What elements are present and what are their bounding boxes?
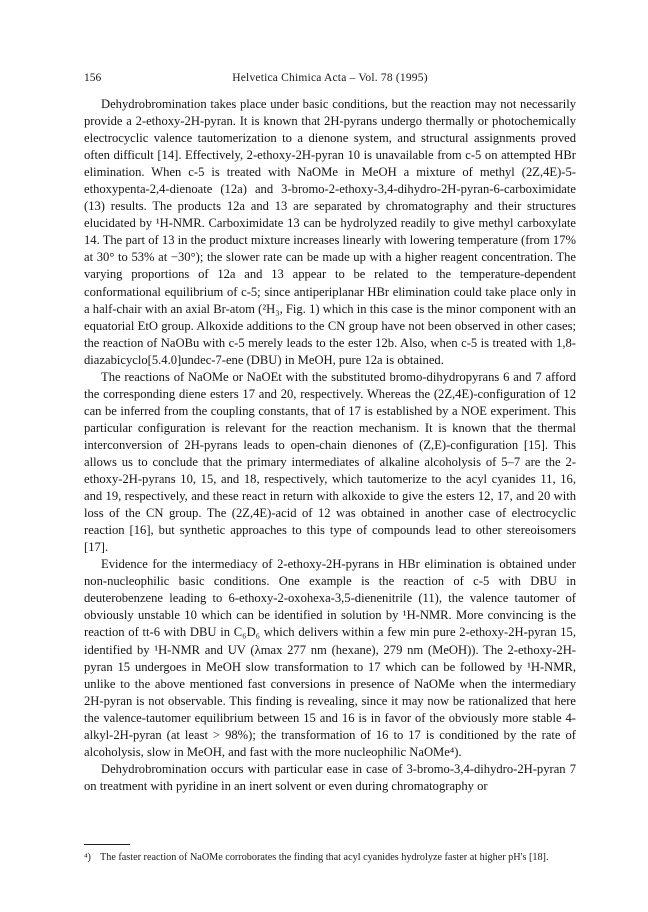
paragraph: The reactions of NaOMe or NaOEt with the substituted bromo-dihydropyrans 6 and 7 afford the corresponding diene esters 17 and 20, respectively. Whereas the (2Z,4E)-configuration of 12 can be inferred from the coupling constants, that of 17 is established by a NOE experiment. This particular configuration is relevant for the reaction mechanism. It is known that the thermal interconversion of 2H-pyrans leads to open-chain dienones of (Z,E)-configuration [15]. This allows us to conclude that the primary intermediates of alkaline alcoholysis of 5–7 are the 2-ethoxy-2H-pyrans 10, 15, and 18, respectively, which tautomerize to the acyl cyanides 11, 16, and 19, respectively, and these react in return with alkoxide to give the esters 12, 17, and 20 with loss of the CN group. The (2Z,4E)-acid of 12 was obtained in another case of electrocyclic reaction [16], but synthetic approaches to this type of compounds lead to other stereoisomers [17]. — [84, 369, 576, 555]
footnote-text: The faster reaction of NaOMe corroborates the finding that acyl cyanides hydrolyze faster at higher pH's [18]. — [100, 852, 549, 863]
running-header — [84, 72, 576, 86]
footnote — [84, 851, 576, 864]
page-number: 156 — [84, 72, 102, 84]
footnote-marker: ⁴) — [84, 852, 91, 863]
paragraph: Evidence for the intermediacy of 2-ethoxy-2H-pyrans in HBr elimination is obtained under non-nucleophilic basic conditions. One example is the reaction of c-5 with DBU in deuterobenzene leading to 6-ethoxy-2-oxohexa-3,5-dienenitrile (11), the valence tautomer of obviously unstable 10 which can be identified in solution by ¹H-NMR. More convincing is the reaction of tt-6 with DBU in C₆D₆ which delivers within a few min pure 2-ethoxy-2H-pyran 15, identified by ¹H-NMR and UV (λmax 277 nm (hexane), 279 nm (MeOH)). The 2-ethoxy-2H-pyran 15 undergoes in MeOH slow transformation to 17 which can be followed by ¹H-NMR, unlike to the above mentioned fast conversions in presence of NaOMe when the intermediary 2H-pyran is not observable. This finding is revealing, since it may now be rationalized that here the valence-tautomer equilibrium between 15 and 16 is in favor of the obviously more stable 4-alkyl-2H-pyran (at least > 98%); the transformation of 16 to 17 is conditioned by the rate of alcoholysis, slow in MeOH, and fast with the more nucleophilic NaOMe⁴). — [84, 557, 576, 759]
paragraph: Dehydrobromination occurs with particular ease in case of 3-bromo-3,4-dihydro-2H-pyran 7 on treatment with pyridine in an inert solvent or even during chromatography or — [84, 761, 576, 793]
paragraph: Dehydrobromination takes place under basic conditions, but the reaction may not necessarily provide a 2-ethoxy-2H-pyran. It is known that 2H-pyrans undergo thermally or photochemically electrocyclic valence tautomerization to a dienone system, and structural assignments proved often difficult [14]. Effectively, 2-ethoxy-2H-pyran 10 is unavailable from c-5 on attempted HBr elimination. When c-5 is treated with NaOMe in MeOH a mixture of methyl (2Z,4E)-5-ethoxypenta-2,4-dienoate (12a) and 3-bromo-2-ethoxy-3,4-dihydro-2H-pyran-6-carboximidate (13) results. The products 12a and 13 are separated by chromatography and their structures elucidated by ¹H-NMR. Carboximidate 13 can be hydrolyzed readily to give methyl carboxylate 14. The part of 13 in the product mixture increases linearly with lowering temperature (from 17% at 30° to 53% at −30°); the slower rate can be made up with a higher reagent concentration. The varying proportions of 12a and 13 appear to be related to the temperature-dependent conformational equilibrium of c-5; since antiperiplanar HBr elimination could take place only in a half-chair with an axial Br-atom (²H₃, Fig. 1) which in this case is the minor component with an equatorial EtO group. Alkoxide additions to the CN group have not been observed in other cases; the reaction of NaOBu with c-5 merely leads to the ester 12b. Also, when c-5 is treated with 1,8-diazabicyclo[5.4.0]undec-7-ene (DBU) in MeOH, pure 12a is obtained. — [84, 97, 576, 367]
body-text — [84, 96, 576, 795]
footnote-rule — [84, 844, 130, 845]
journal-title: Helvetica Chimica Acta – Vol. 78 (1995) — [232, 72, 428, 84]
